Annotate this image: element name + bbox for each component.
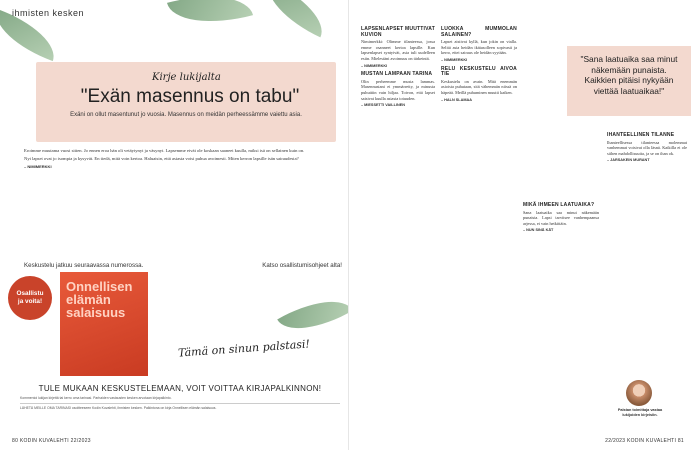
article-text: Keskustelu on avain. Mitä enemmän asioista puhutaan, sitä vähemmän niissä on häpeää. Meillä puhuminen muutti kaiken. — [441, 78, 517, 95]
book-title: Onnellisen elämän salaisuus — [66, 279, 133, 320]
article-heading: LUOKKA MUMMOLAN SALAINEN? — [441, 26, 517, 38]
article-heading: LAPSENLAPSET MUUTTIVAT KUVION — [361, 26, 435, 38]
section-label: ihmisten kesken — [12, 8, 85, 18]
kicker: Kirje lukijalta — [152, 72, 221, 83]
intro: Exäni on ollut masentunut jo vuosia. Masennus on meidän perheessämme vaiettu asia. — [70, 112, 302, 118]
book-cover — [60, 272, 148, 376]
contest-badge — [8, 276, 52, 320]
fineprint-line: LÄHETÄ MEILLE OMA TARINASI osoitteeseen Kodin Kuvalehti, ihmisten kesken. Palkintona on kirja Onnellisen elämän salaisuus. — [20, 405, 217, 410]
article-text: Ihanteellisessa tilanteessa molemmat vanhemmat voisivat olla läsnä. Kaikilla ei ole siihen mahdollisuutta, ja se on ihan ok. — [607, 139, 687, 156]
article-signature: – NIMIMERKKI — [441, 57, 468, 62]
divider — [20, 403, 340, 404]
article-heading: IHANTEELLINEN TILANNE — [607, 132, 675, 138]
badge-line: ja voita! — [17, 298, 43, 305]
article-signature: – NIMIMERKKI — [361, 63, 388, 68]
column-3 — [523, 200, 599, 236]
article-heading: MIKÄ IHMEEN LAATUAIKA? — [523, 202, 595, 208]
leaf-decoration — [277, 285, 348, 346]
promo-right: Katso osallistumisohjeet alta! — [262, 262, 342, 269]
article-signature: – MIESSETTI VAILLINEN — [361, 103, 406, 108]
article-text: Nimimerkki: Olimme tilanteessa, jossa emme osanneet kertoa lapsille. Kun lapsenlapset syntyivät, asia tuli uudelleen esiin. Mielestäni avoimuus on tärkeintä. — [361, 39, 435, 61]
contest-heading: TULE MUKAAN KESKUSTELEMAAN, VOIT VOITTAA KIRJAPALKINNON! — [38, 384, 322, 393]
badge-line: Osallistu — [16, 290, 44, 297]
promo-left: Keskustelu jatkuu seuraavassa numerossa. — [24, 262, 144, 269]
article-text: Olin perheemme musta lammas. Masennustani ei ymmärretty, ja minusta puhuttiin vain hiljaa. Toivon, että lapset saisivat kuulla asiasta totuuden. — [361, 78, 435, 101]
column-4 — [607, 130, 687, 166]
leaf-decoration — [167, 0, 253, 36]
letter-paragraph: Nyt lapset ovat jo isompia ja kysyvät. En tiedä, mitä voin kertoa. Haluaisin, että asiasta voisi puhua avoimesti. Miten kerron lapsille isän sairaudesta? — [24, 156, 299, 161]
reader-letter — [24, 148, 342, 170]
article-signature: – HALN SLAMAA — [441, 97, 473, 102]
article-text: Sana laatuaika saa minut näkemään punaista. Lapsi tarvitsee vanhempaansa arjessa, ei vain hetkittäin. — [523, 209, 599, 226]
avatar-caption: Palstan toimittaja vastaa lukijoiden kirjeisiin. — [617, 408, 663, 417]
article-signature: – NUN SINÄ KÄT — [523, 228, 554, 233]
editor-avatar — [626, 380, 652, 406]
page-footer-right: 22/2023 KODIN KUVALEHTI 81 — [605, 438, 684, 444]
column-2 — [441, 24, 517, 105]
article-heading: RELU KESKUSTELU AIVOA TIE — [441, 65, 517, 78]
handwritten-note: Tämä on sinun palstasi! — [177, 337, 311, 360]
leaf-decoration — [257, 0, 333, 37]
pull-quote: "Sana laatuaika saa minut näkemään punaista. Kaikkien pitäisi nykyään viettää laatuaikaa!" — [567, 46, 691, 116]
article-heading: MUSTAN LAMPAAN TARINA — [361, 71, 433, 78]
letter-signature: – NIMIMERKKI — [24, 164, 52, 169]
promo-line — [24, 262, 342, 269]
fineprint-line: Kommentoi lukijan kirjettä tai kerro oma tarinasi. Parhaiden vastausten kesken arvotaan kirjapalkinto. — [20, 396, 172, 400]
fineprint — [20, 396, 340, 410]
letter-paragraph: Eroimme muutama vuosi sitten. Jo ennen eroa hän oli vetäytynyt ja väsynyt. Lapsemme eivät ole koskaan saaneet kuulla, miksi isä on sellainen kuin on. — [24, 148, 305, 153]
article-signature: – JARSAKEIN MURANT — [607, 158, 650, 163]
column-1 — [361, 24, 435, 111]
article-text: Lapset aistivat kyllä, kun jokin on vialla. Selitä asia heidän ikätasolleen sopivasti ja kerro, ettei sairaus ole heidän syytään. — [441, 39, 517, 56]
page-footer-left: 80 KODIN KUVALEHTI 22/2023 — [12, 438, 91, 444]
headline: "Exän masennus on tabu" — [80, 86, 300, 107]
